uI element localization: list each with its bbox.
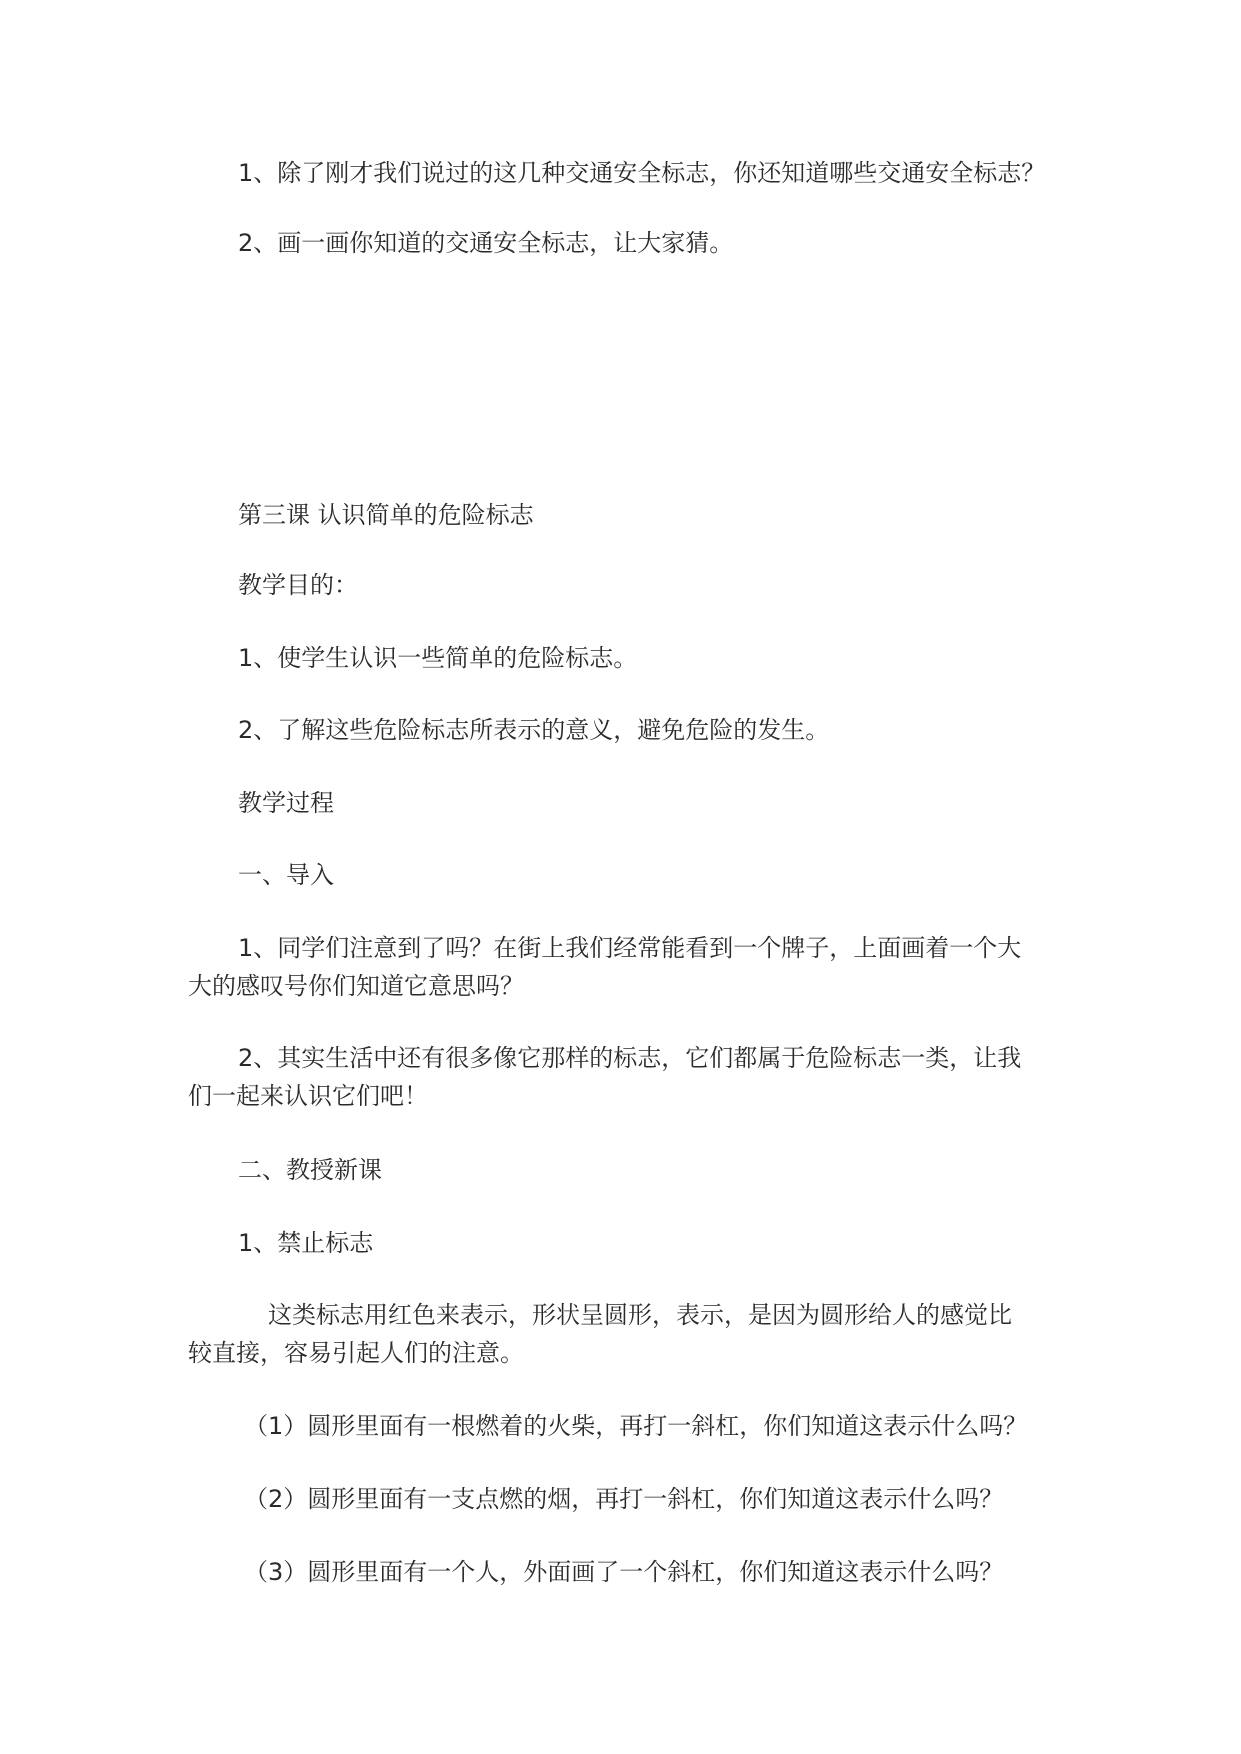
description-line-2: 较直接，容易引起人们的注意。 [188,1339,524,1367]
question-item-2: （2）圆形里面有一支点燃的烟，再打一斜杠，你们知道这表示什么吗？ [244,1485,1004,1513]
question-item-1: （1）圆形里面有一根燃着的火柴，再打一斜杠，你们知道这表示什么吗？ [244,1412,1028,1440]
paragraph-question-1: 1、除了刚才我们说过的这几种交通安全标志，你还知道哪些交通安全标志？ [238,159,1046,187]
intro-item-2-line-2: 们一起来认识它们吧！ [188,1082,428,1110]
goal-item-1: 1、使学生认识一些简单的危险标志。 [238,644,638,672]
intro-item-2-line-1: 2、其实生活中还有很多像它那样的标志，它们都属于危险标志一类，让我 [238,1044,1022,1072]
paragraph-question-2: 2、画一画你知道的交通安全标志，让大家猜。 [238,229,734,257]
lesson-title: 第三课 认识简单的危险标志 [238,501,534,529]
intro-item-1-line-1: 1、同学们注意到了吗？在街上我们经常能看到一个牌子，上面画着一个大 [238,934,1022,962]
process-heading: 教学过程 [238,789,334,817]
description-line-1: 这类标志用红色来表示，形状呈圆形，表示，是因为圆形给人的感觉比 [268,1301,1012,1329]
intro-item-1-line-2: 大的感叹号你们知道它意思吗？ [188,972,524,1000]
section-new-heading: 二、教授新课 [238,1156,382,1184]
question-item-3: （3）圆形里面有一个人，外面画了一个斜杠，你们知道这表示什么吗？ [244,1558,1004,1586]
section-intro-heading: 一、导入 [238,861,334,889]
goal-item-2: 2、了解这些危险标志所表示的意义，避免危险的发生。 [238,716,830,744]
new-item-1: 1、禁止标志 [238,1229,374,1257]
goal-heading: 教学目的： [238,571,358,599]
